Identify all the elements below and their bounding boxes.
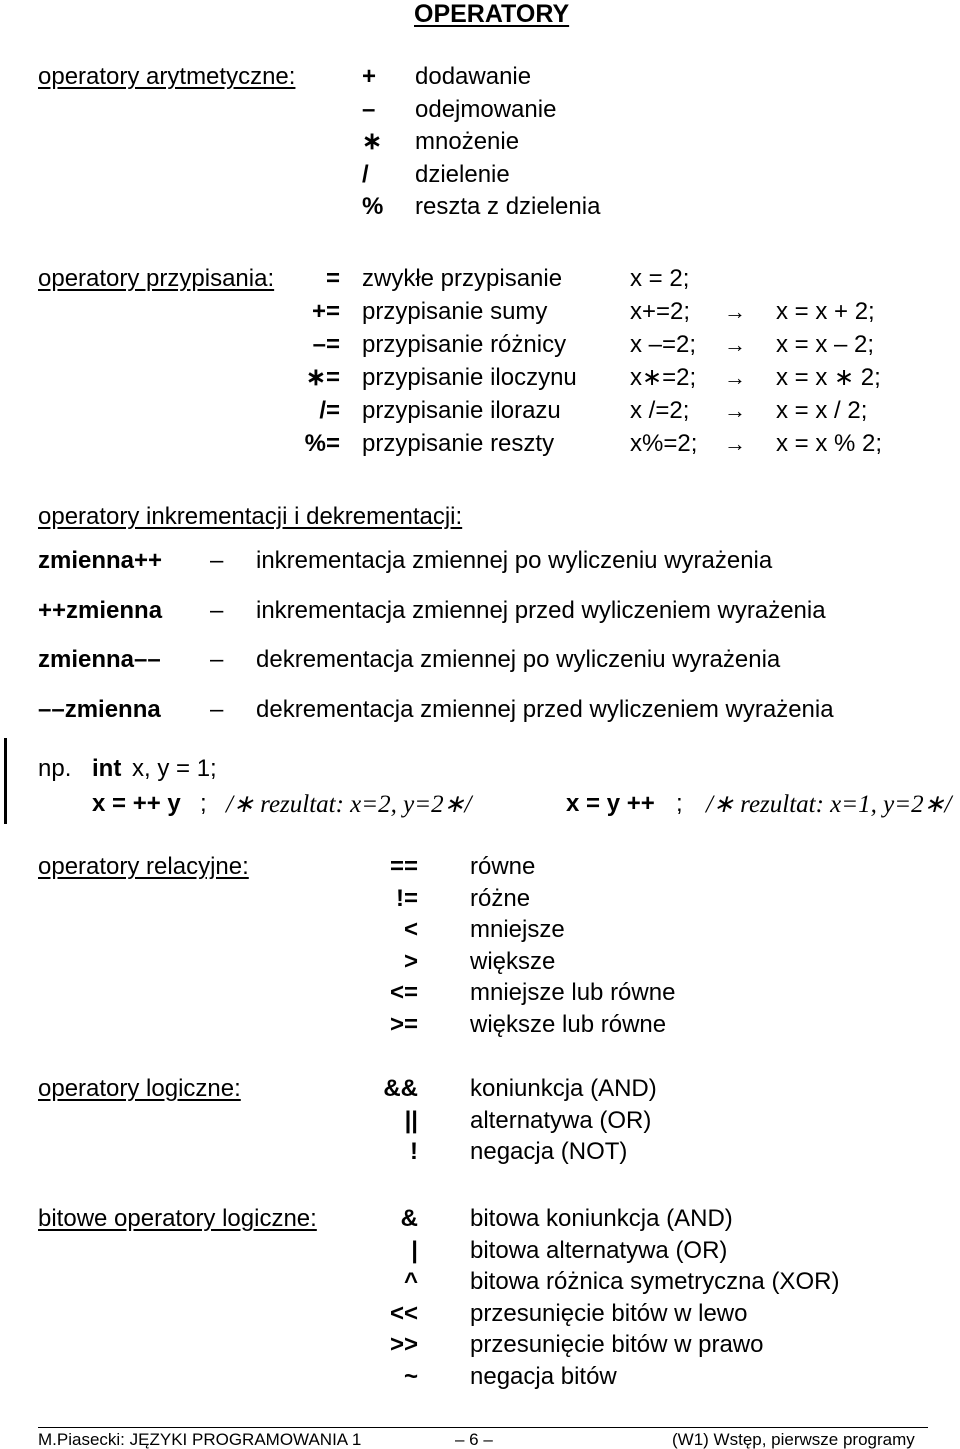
increment-description: inkrementacja zmiennej przed wyliczeniem wyrażenia xyxy=(256,596,826,624)
arithmetic-description: mnożenie xyxy=(415,128,520,155)
bitwise-operator: | xyxy=(411,1236,418,1264)
assignment-operator: = xyxy=(325,265,340,292)
bitwise-operator: ^ xyxy=(403,1268,418,1295)
assignment-example: x∗=2; xyxy=(630,364,697,391)
assignment-equivalent: x = x + 2; xyxy=(776,298,875,325)
example-np: np. xyxy=(38,755,72,782)
arithmetic-description: dzielenie xyxy=(415,160,510,188)
footer-page-number: – 6 – xyxy=(455,1430,493,1449)
relational-operator: < xyxy=(403,916,418,943)
assignment-example: x –=2; xyxy=(630,331,697,358)
assignment-example: x%=2; xyxy=(630,430,698,457)
bitwise-operator: >> xyxy=(389,1331,418,1358)
logical-description: negacja (NOT) xyxy=(470,1138,628,1165)
assignment-operator: ∗= xyxy=(305,364,340,391)
assignment-description: przypisanie ilorazu xyxy=(362,397,561,424)
increment-operator: ++zmienna xyxy=(38,596,163,624)
assignment-description: przypisanie iloczynu xyxy=(362,364,577,391)
example-right-comment: /∗ rezultat: x=1, y=2∗/ xyxy=(706,791,952,818)
footer-right: (W1) Wstęp, pierwsze programy xyxy=(672,1430,915,1449)
bitwise-description: bitowa alternatywa (OR) xyxy=(470,1236,728,1264)
increment-dash: – xyxy=(210,695,224,723)
relational-description: mniejsze xyxy=(470,916,565,943)
example-right-code: x = y ++ xyxy=(566,790,655,817)
assignment-operator: –= xyxy=(312,331,340,358)
relational-description: równe xyxy=(470,853,536,880)
example-right-semicolon: ; xyxy=(676,790,683,817)
page-title: OPERATORY xyxy=(414,0,570,28)
bitwise-description: bitowa koniunkcja (AND) xyxy=(470,1205,733,1232)
example-bar xyxy=(4,738,7,824)
footer-left: M.Piasecki: JĘZYKI PROGRAMOWANIA 1 xyxy=(38,1430,362,1449)
assignment-equivalent: x = x ∗ 2; xyxy=(776,364,881,391)
increment-dash: – xyxy=(210,547,224,574)
logical-description: koniunkcja (AND) xyxy=(470,1075,657,1102)
bitwise-operator: & xyxy=(400,1205,418,1232)
example-declaration: x, y = 1; xyxy=(132,755,217,782)
arithmetic-operator: + xyxy=(362,63,377,90)
logical-operator: ! xyxy=(410,1138,418,1165)
assignment-equivalent: x = x / 2; xyxy=(776,397,868,424)
relational-heading: operatory relacyjne: xyxy=(38,853,249,880)
logical-heading: operatory logiczne: xyxy=(38,1075,241,1102)
arrow-icon: → xyxy=(724,398,746,423)
assignment-description: przypisanie sumy xyxy=(362,298,548,325)
arithmetic-description: reszta z dzielenia xyxy=(415,193,601,220)
assignment-heading: operatory przypisania: xyxy=(38,265,275,292)
assignment-description: przypisanie różnicy xyxy=(362,331,567,358)
example-left-comment: /∗ rezultat: x=2, y=2∗/ xyxy=(226,791,472,818)
assignment-example: x = 2; xyxy=(630,265,690,292)
arrow-icon: → xyxy=(724,332,746,357)
arithmetic-operator: % xyxy=(362,193,384,220)
assignment-description: zwykłe przypisanie xyxy=(362,265,563,292)
arithmetic-operator: – xyxy=(362,95,376,123)
bitwise-description: bitowa różnica symetryczna (XOR) xyxy=(470,1268,840,1295)
increment-operator: ––zmienna xyxy=(38,695,161,723)
assignment-operator: /= xyxy=(319,397,340,424)
arithmetic-operator: / xyxy=(362,160,369,188)
relational-operator: != xyxy=(395,884,418,912)
increment-description: inkrementacja zmiennej po wyliczeniu wyrażenia xyxy=(256,547,773,574)
bitwise-heading: bitowe operatory logiczne: xyxy=(38,1205,317,1232)
arrow-icon: → xyxy=(724,299,746,324)
example-left-code: x = ++ y xyxy=(92,790,181,817)
assignment-example: x /=2; xyxy=(630,397,690,424)
increment-dash: – xyxy=(210,646,224,673)
bitwise-operator: ~ xyxy=(403,1362,418,1390)
assignment-operator: += xyxy=(311,298,340,325)
logical-operator: && xyxy=(383,1075,418,1102)
bitwise-description: negacja bitów xyxy=(470,1362,617,1390)
relational-operator: > xyxy=(403,947,418,975)
relational-operator: <= xyxy=(389,979,418,1006)
logical-description: alternatywa (OR) xyxy=(470,1106,652,1134)
assignment-equivalent: x = x – 2; xyxy=(776,331,875,358)
relational-description: różne xyxy=(470,884,531,912)
assignment-equivalent: x = x % 2; xyxy=(776,430,883,457)
relational-operator: >= xyxy=(389,1010,418,1038)
assignment-example: x+=2; xyxy=(630,298,691,325)
bitwise-description: przesunięcie bitów w prawo xyxy=(470,1331,764,1358)
increment-description: dekrementacja zmiennej przed wyliczeniem wyrażenia xyxy=(256,695,834,723)
arrow-icon: → xyxy=(724,365,746,390)
relational-description: mniejsze lub równe xyxy=(470,979,676,1006)
arithmetic-operator: ∗ xyxy=(362,128,383,155)
relational-description: większe xyxy=(470,947,556,975)
assignment-description: przypisanie reszty xyxy=(362,430,555,457)
increment-description: dekrementacja zmiennej po wyliczeniu wyrażenia xyxy=(256,646,781,673)
arithmetic-description: odejmowanie xyxy=(415,95,557,123)
example-left-semicolon: ; xyxy=(200,790,207,817)
example-int-keyword: int xyxy=(92,755,122,782)
logical-operator: || xyxy=(404,1106,418,1134)
assignment-operator: %= xyxy=(304,430,340,457)
increment-operator: zmienna++ xyxy=(38,547,163,574)
increment-heading: operatory inkrementacji i dekrementacji: xyxy=(38,503,463,530)
arithmetic-description: dodawanie xyxy=(415,63,532,90)
bitwise-description: przesunięcie bitów w lewo xyxy=(470,1299,748,1327)
relational-operator: == xyxy=(389,853,418,880)
increment-dash: – xyxy=(210,596,224,624)
increment-operator: zmienna–– xyxy=(38,646,161,673)
arithmetic-heading: operatory arytmetyczne: xyxy=(38,63,296,90)
bitwise-operator: << xyxy=(389,1299,418,1327)
footer-rule xyxy=(38,1427,928,1428)
arrow-icon: → xyxy=(724,431,746,456)
relational-description: większe lub równe xyxy=(470,1010,667,1038)
